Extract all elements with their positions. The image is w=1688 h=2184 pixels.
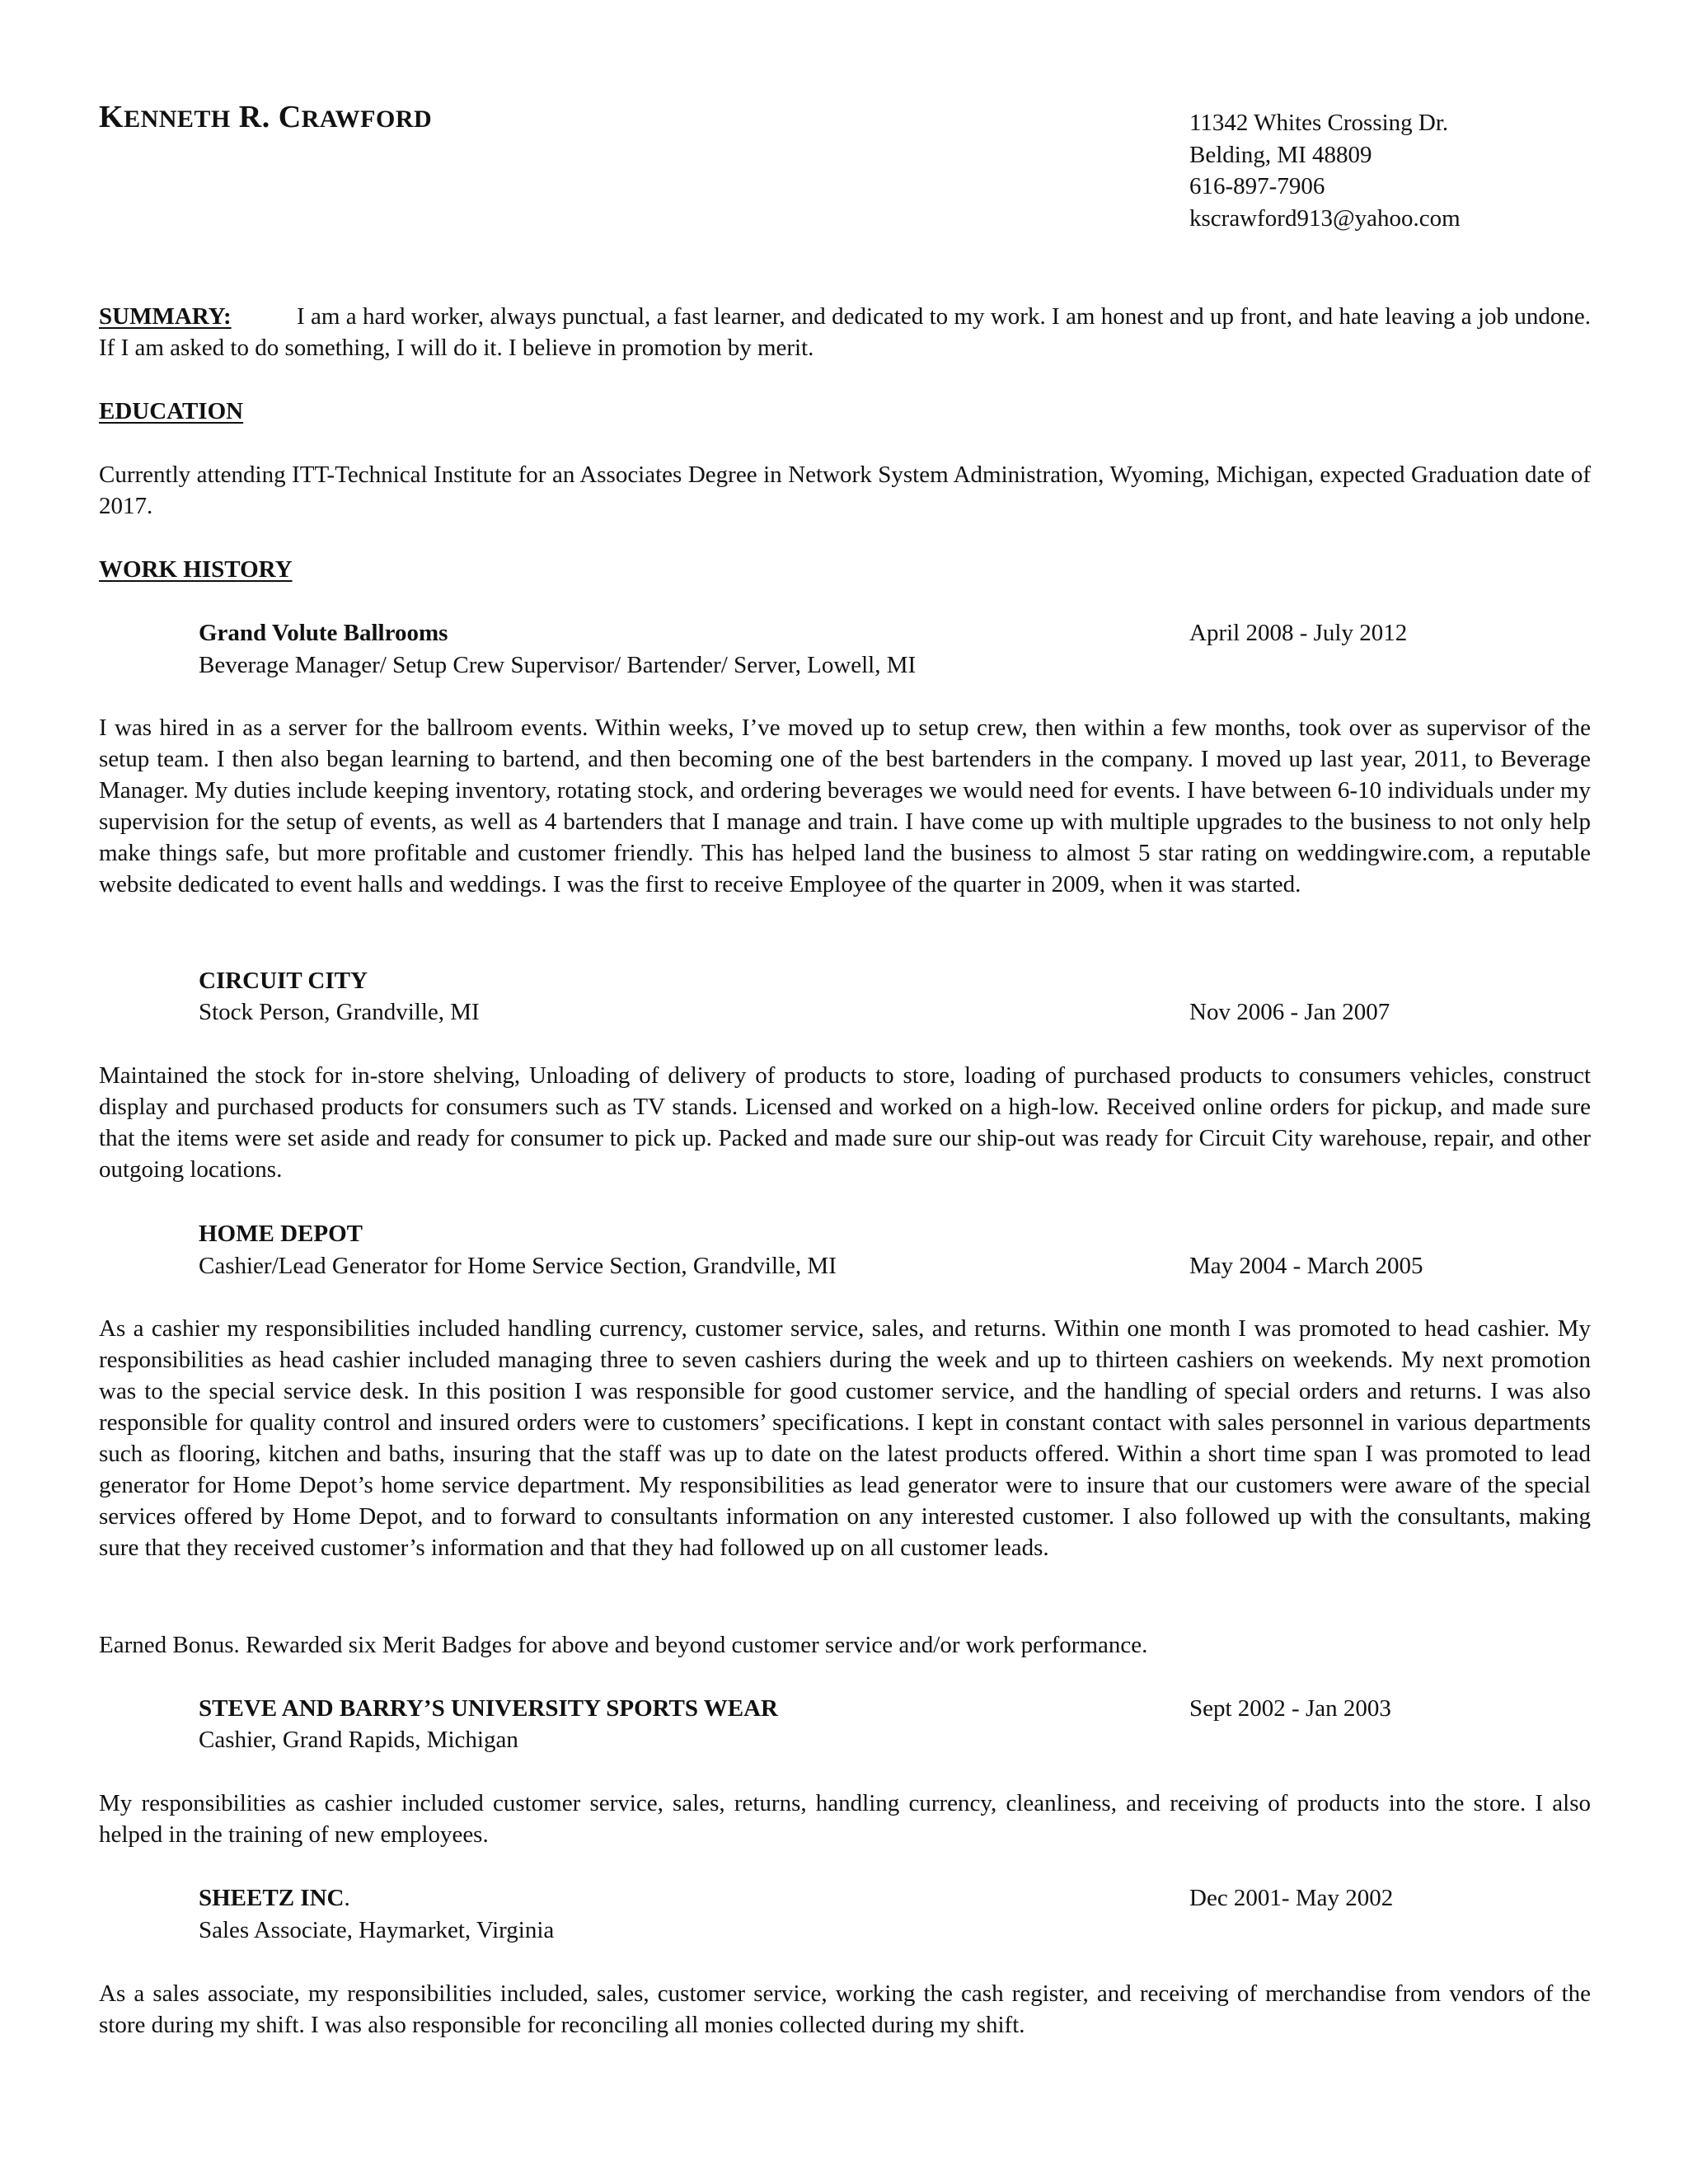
employment-dates: Dec 2001- May 2002	[1189, 1885, 1394, 1911]
summary-heading: SUMMARY:	[99, 303, 232, 330]
employment-dates: Nov 2006 - Jan 2007	[1189, 999, 1390, 1025]
work-history-heading: WORK HISTORY	[99, 556, 293, 583]
job-role: Cashier/Lead Generator for Home Service Section, Grandville, MI	[199, 1253, 837, 1279]
employment-dates: May 2004 - March 2005	[1189, 1253, 1423, 1279]
job-description: I was hired in as a server for the ballroom events. Within weeks, I’ve moved up to setup crew, then within a few months, took over as supervisor of the setup team. I then also began learning to bartend, and then becoming one of the best bartenders in the company. I moved up last year, 2011, to Beverage Manager. My duties include keeping inventory, rotating stock, and ordering beverages we would need for events. I have between 6-10 individuals under my supervision for the setup of events, as well as 4 bartenders that I manage and train. I have come up with multiple upgrades to the business to not only help make things safe, but more profitable and customer friendly. This has helped land the business to almost 5 star rating on weddingwire.com, a reputable website dedicated to event halls and weddings. I was the first to receive Employee of the quarter in 2009, when it was started.	[99, 715, 1591, 898]
email-address: kscrawford913@yahoo.com	[1189, 204, 1461, 232]
education-heading: EDUCATION	[99, 398, 244, 424]
job-description: As a sales associate, my responsibilities included, sales, customer service, working the cash register, and receiving of merchandise from vendors of the store during my shift. I was also responsible for reconciling all monies collected during my shift.	[99, 1980, 1591, 2038]
candidate-name: KENNETH R. CRAWFORD	[99, 100, 433, 134]
employer-name: Grand Volute Ballrooms	[199, 620, 448, 646]
address-line-1: 11342 Whites Crossing Dr.	[1189, 110, 1449, 136]
summary-section	[99, 301, 1591, 363]
phone-number: 616-897-7906	[1189, 173, 1325, 199]
job-description: My responsibilities as cashier included customer service, sales, returns, handling currency, cleanliness, and receiving of products into the store. I also helped in the training of new employees.	[99, 1790, 1591, 1848]
employer-name: STEVE AND BARRY’S UNIVERSITY SPORTS WEAR	[199, 1695, 778, 1722]
summary-text: I am a hard worker, always punctual, a fast learner, and dedicated to my work. I am honest and up front, and hate leaving a job undone. If I am asked to do something, I will do it. I believe in promotion by merit.	[99, 303, 1591, 361]
employer-name: SHEETZ INC.	[199, 1885, 350, 1911]
job-role: Beverage Manager/ Setup Crew Supervisor/ Bartender/ Server, Lowell, MI	[199, 652, 917, 678]
address-line-2: Belding, MI 48809	[1189, 141, 1372, 168]
contact-block	[1189, 107, 1461, 234]
job-role: Cashier, Grand Rapids, Michigan	[199, 1727, 518, 1753]
job-role: Stock Person, Grandville, MI	[199, 999, 480, 1025]
job-description: Maintained the stock for in-store shelving, Unloading of delivery of products to store, loading of purchased products to consumers vehicles, construct display and purchased products for consumers such as TV stands. Licensed and worked on a high-low. Received online orders for pickup, and made sure that the items were set aside and ready for consumer to pick up. Packed and made sure our ship-out was ready for Circuit City warehouse, repair, and other outgoing locations.	[99, 1062, 1591, 1183]
employer-name: CIRCUIT CITY	[199, 968, 368, 994]
employment-dates: April 2008 - July 2012	[1189, 620, 1408, 646]
education-text: Currently attending ITT-Technical Institute for an Associates Degree in Network System Administration, Wyoming, Michigan, expected Graduation date of 2017.	[99, 462, 1591, 519]
job-description: As a cashier my responsibilities included handling currency, customer service, sales, and returns. Within one month I was promoted to head cashier. My responsibilities as head cashier included managing three to seven cashiers during the week and up to thirteen cashiers on weekends. My next promotion was to the special service desk. In this position I was responsible for good customer service, and the handling of special orders and returns. I was also responsible for quality control and insured orders were to customers’ specifications. I kept in constant contact with sales personnel in various departments such as flooring, kitchen and baths, insuring that the staff was up to date on the latest products offered. Within a short time span I was promoted to lead generator for Home Depot’s home service department. My responsibilities as lead generator were to insure that our customers were aware of the special services offered by Home Depot, and to forward to consultants information on any interested customer. I also followed up with the consultants, making sure that they received customer’s information and that they had followed up on all customer leads.	[99, 1315, 1591, 1561]
employer-name: HOME DEPOT	[199, 1221, 363, 1247]
employment-dates: Sept 2002 - Jan 2003	[1189, 1695, 1391, 1722]
job-role: Sales Associate, Haymarket, Virginia	[199, 1917, 555, 1943]
job-achievement: Earned Bonus. Rewarded six Merit Badges for above and beyond customer service and/or work performance.	[99, 1632, 1148, 1658]
